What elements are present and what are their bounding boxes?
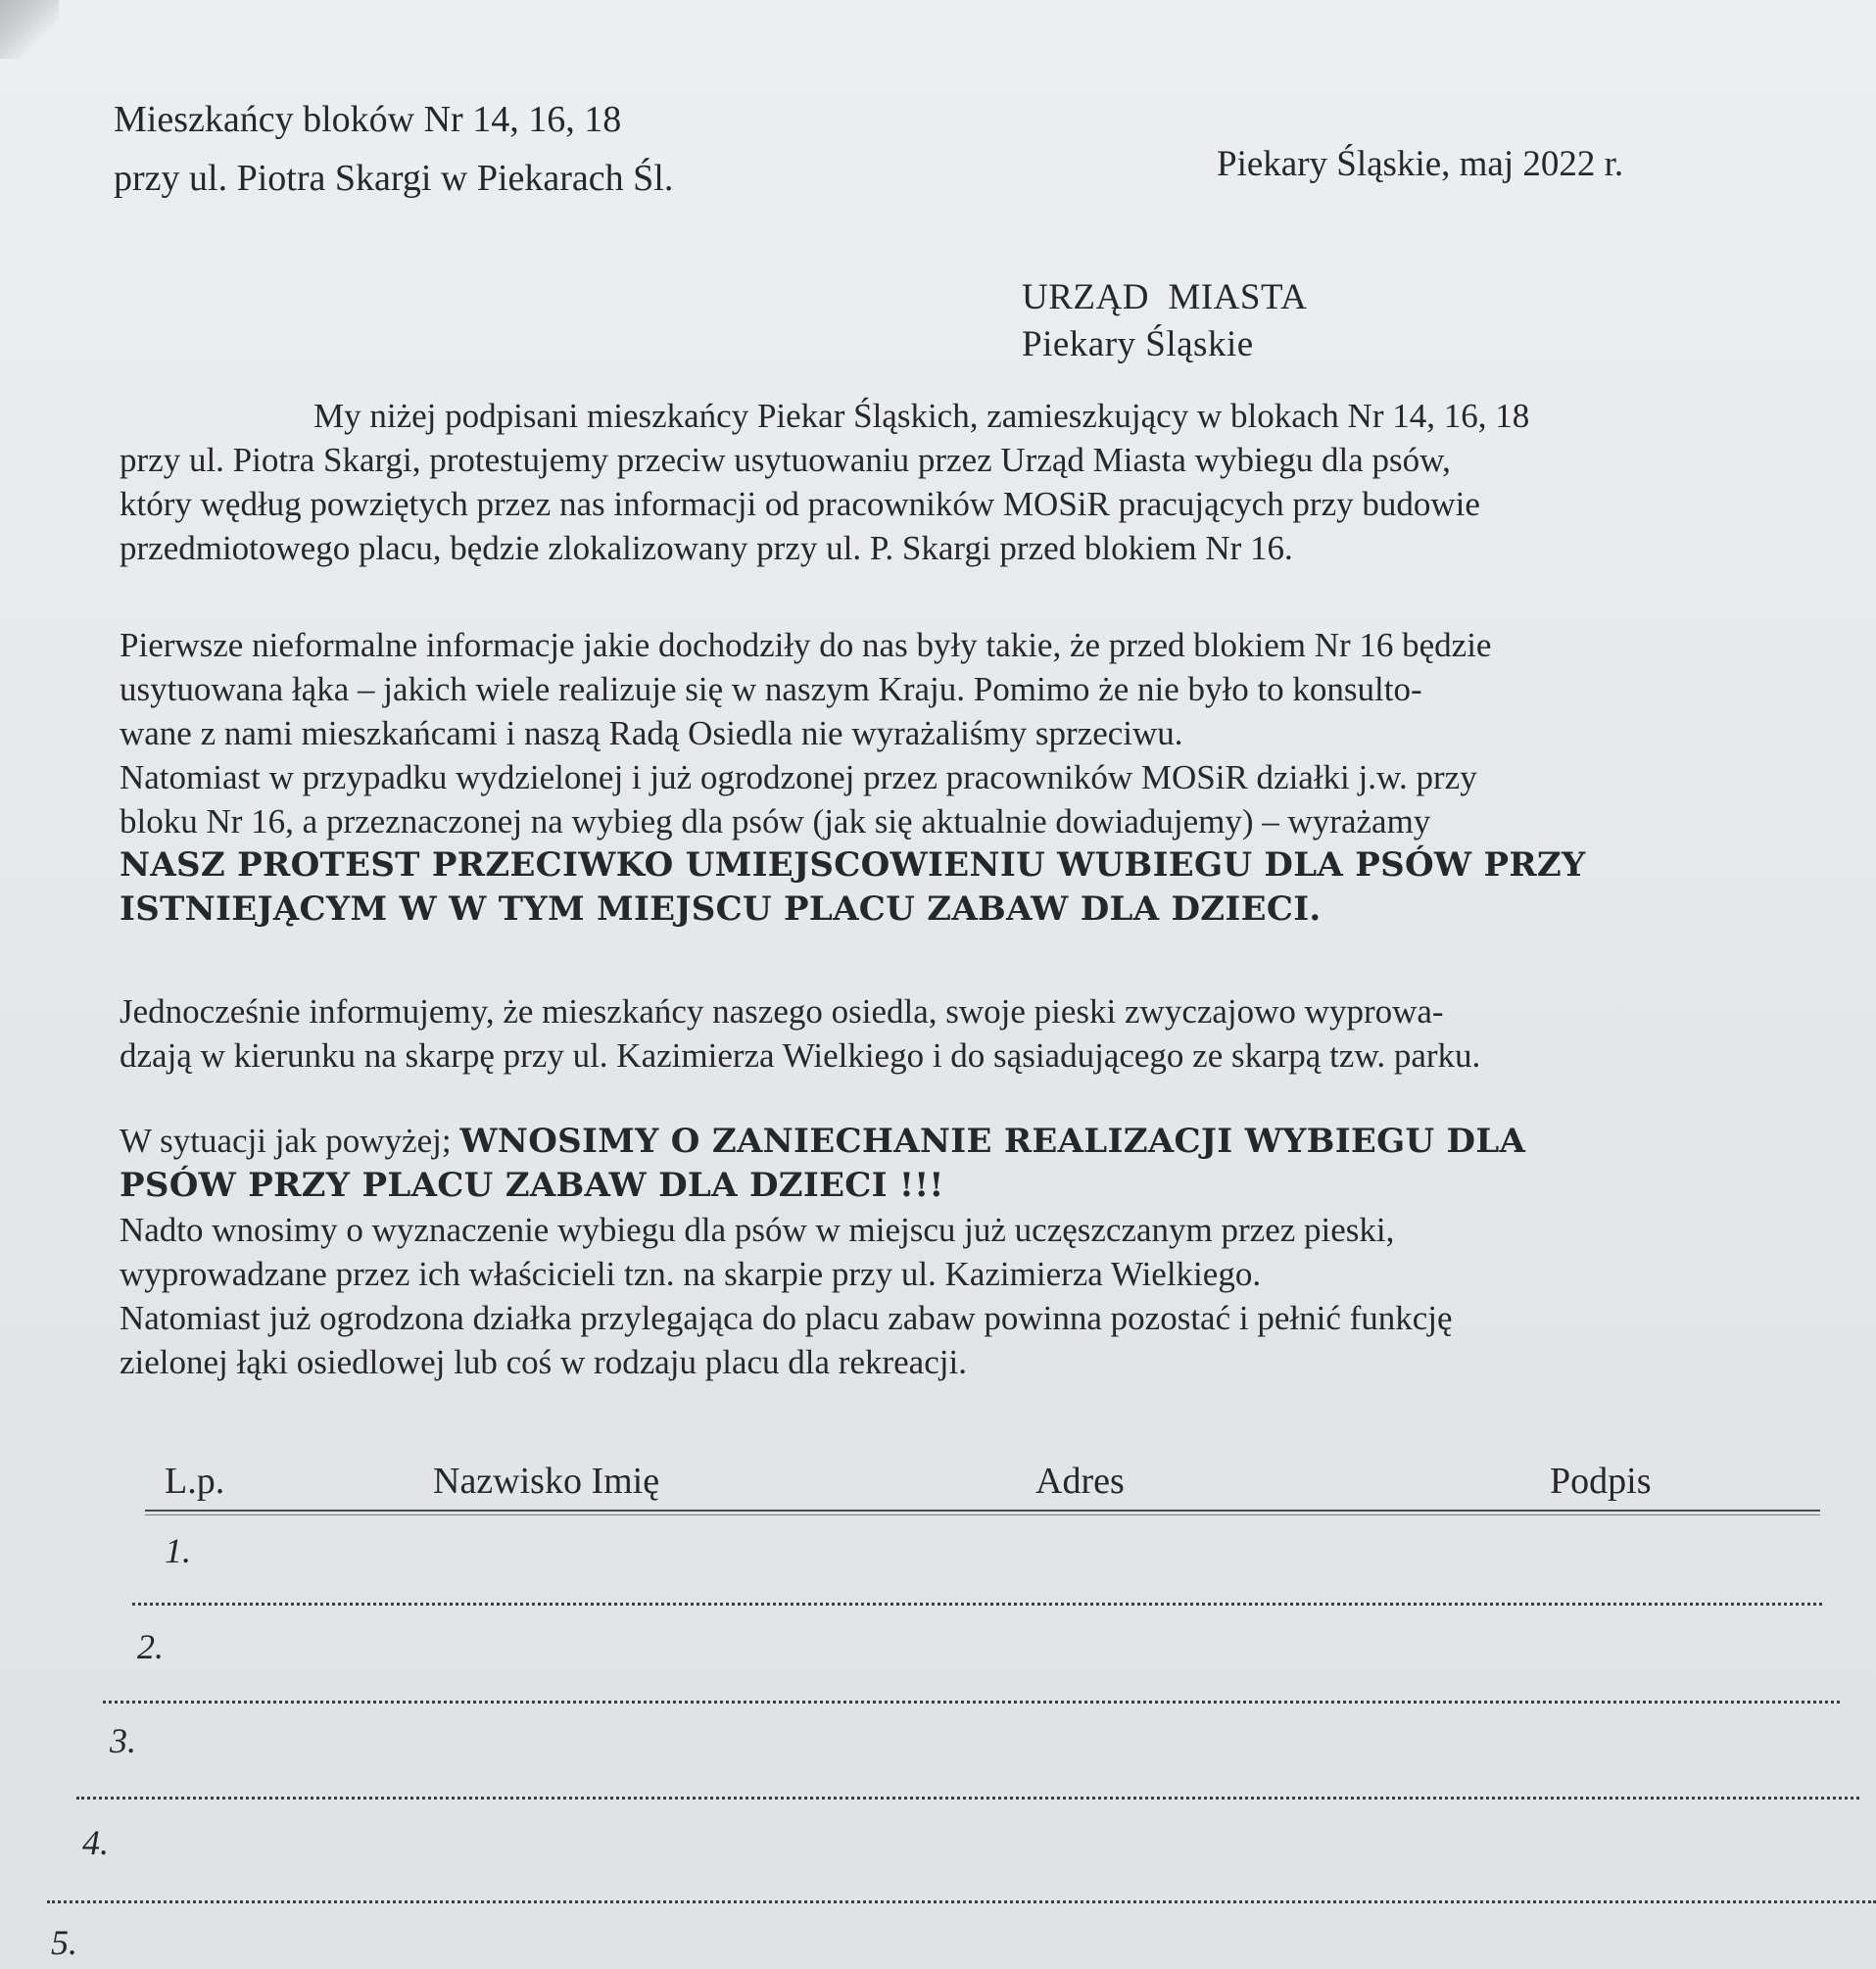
paragraph-line: który wędług powziętych przez nas informacji od pracowników MOSiR pracujących przy budowie — [120, 485, 1480, 523]
table-header-signature: Podpis — [1550, 1461, 1652, 1502]
recipient-line-2: Piekary Śląskie — [1022, 324, 1254, 364]
recipient-line-1: URZĄD MIASTA — [1022, 277, 1308, 317]
paragraph-information — [120, 623, 1746, 932]
signature-row-number: 2. — [137, 1627, 164, 1666]
bold-request-text: WNOSIMY O ZANIECHANIE REALIZACJI WYBIEGU DLA — [459, 1122, 1526, 1161]
paragraph-line: Pierwsze nieformalne informacje jakie dochodziły do nas były takie, że przed blokiem Nr 16 będzie — [120, 626, 1492, 664]
place-date: Piekary Śląskie, maj 2022 r. — [1217, 144, 1624, 184]
paragraph-line: zielonej łąki osiedlowej lub coś w rodzaju placu dla rekreacji. — [120, 1343, 967, 1381]
paragraph-line: Jednocześnie informujemy, że mieszkańcy naszego osiedla, swoje pieski zwyczajowo wyprowa- — [120, 992, 1444, 1031]
paragraph-line: usytuowana łąka – jakich wiele realizuje się w naszym Kraju. Pomimo że nie było to konsulto- — [120, 670, 1422, 708]
paragraph-request — [120, 1119, 1746, 1384]
signature-row-line[interactable] — [103, 1701, 1840, 1704]
paragraph-line: bloku Nr 16, a przeznaczonej na wybieg dla psów (jak się aktualnie dowiadujemy) – wyrażamy — [120, 802, 1431, 840]
paragraph-line: dzają w kierunku na skarpę przy ul. Kazimierza Wielkiego i do sąsiadującego ze skarpą tzw. parku. — [120, 1036, 1481, 1075]
sender-line-1: Mieszkańcy bloków Nr 14, 16, 18 — [114, 99, 622, 140]
bold-protest-line: ISTNIEJĄCYM W W TYM MIEJSCU PLACU ZABAW DLA DZIECI. — [120, 889, 1322, 929]
signature-row-line[interactable] — [76, 1797, 1859, 1800]
table-header-address: Adres — [1035, 1461, 1125, 1502]
bold-protest-line: NASZ PROTEST PRZECIWKO UMIEJSCOWIENIU WUBIEGU DLA PSÓW PRZY — [120, 845, 1586, 885]
paragraph-line: Natomiast już ogrodzona działka przylegająca do placu zabaw powinna pozostać i pełnić funkcję — [120, 1299, 1453, 1337]
paragraph-line — [120, 1119, 1746, 1164]
paragraph-dog-walking — [120, 989, 1746, 1078]
signature-row-number: 1. — [165, 1531, 191, 1570]
signature-row-number: 4. — [82, 1823, 109, 1862]
signature-row-line[interactable] — [47, 1900, 1876, 1903]
bold-request-line: PSÓW PRZY PLACU ZABAW DLA DZIECI !!! — [120, 1166, 944, 1205]
paragraph-line: Nadto wnosimy o wyznaczenie wybiegu dla psów w miejscu już uczęszczanym przez pieski, — [120, 1211, 1395, 1249]
paragraph-line — [120, 394, 1746, 438]
sender-line-2: przy ul. Piotra Skargi w Piekarach Śl. — [114, 158, 674, 199]
paragraph-line: wyprowadzane przez ich właścicieli tzn. na skarpie przy ul. Kazimierza Wielkiego. — [120, 1255, 1262, 1293]
table-header-lp: L.p. — [165, 1461, 225, 1502]
signature-row-number: 3. — [110, 1721, 136, 1760]
page-corner-shadow — [0, 0, 59, 59]
table-header-name: Nazwisko Imię — [433, 1461, 660, 1502]
request-intro: W sytuacji jak powyżej; — [120, 1122, 460, 1160]
paragraph-line: Natomiast w przypadku wydzielonej i już ogrodzonej przez pracowników MOSiR działki j.w. przy — [120, 758, 1477, 796]
recipient-block — [1022, 274, 1307, 368]
table-header-rule — [145, 1510, 1820, 1512]
paragraph-line: wane z nami mieszkańcami i naszą Radą Osiedla nie wyrażaliśmy sprzeciwu. — [120, 714, 1183, 752]
paragraph-line: przedmiotowego placu, będzie zlokalizowany przy ul. P. Skargi przed blokiem Nr 16. — [120, 529, 1293, 567]
signature-row-line[interactable] — [132, 1603, 1822, 1606]
paragraph-protest — [120, 394, 1746, 570]
signature-row-number: 5. — [51, 1923, 77, 1962]
paragraph-text: My niżej podpisani mieszkańcy Piekar Śląskich, zamieszkujący w blokach Nr 14, 16, 18 — [313, 397, 1530, 435]
table-header-rule-secondary — [145, 1514, 1820, 1515]
sender-block — [114, 90, 673, 208]
paragraph-line: przy ul. Piotra Skargi, protestujemy przeciw usytuowaniu przez Urząd Miasta wybiegu dla psów, — [120, 441, 1451, 479]
